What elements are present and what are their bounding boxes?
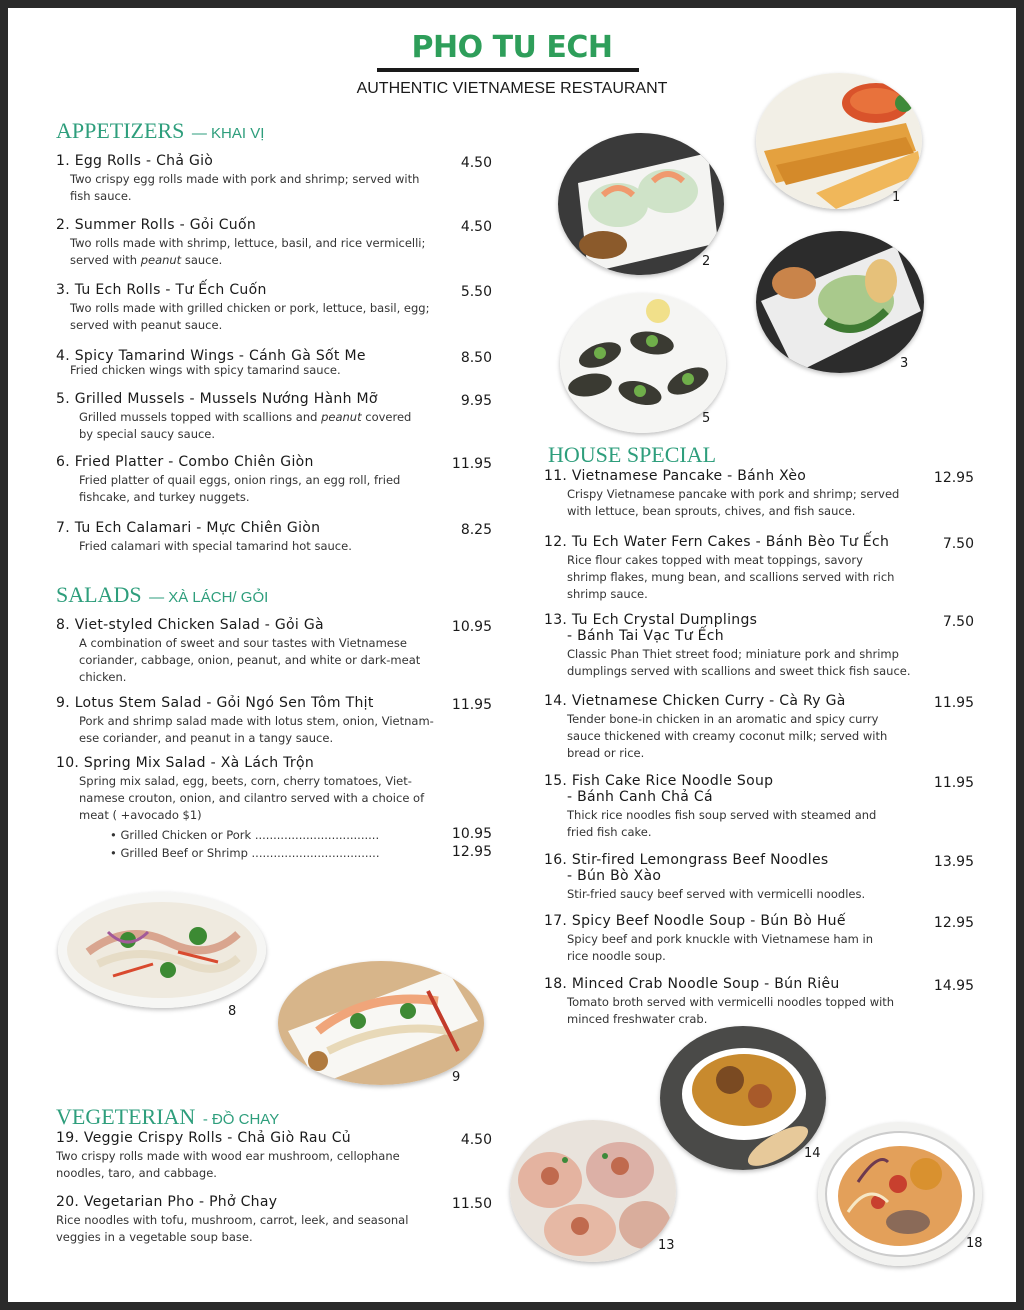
menu-page (8, 8, 1016, 1302)
menu-item: 11. Vietnamese Pancake - Bánh Xèo Crispy Vietnamese pancake with pork and shrimp; served with lettuce, bean sprouts, chives, and fish sauce. (544, 468, 900, 518)
item-price: 12.95 (933, 470, 974, 486)
item-price: 11.95 (451, 456, 492, 472)
tu-ech-rolls-photo (756, 231, 924, 373)
option-chicken-pork: • Grilled Chicken or Pork .................................. (110, 828, 380, 842)
menu-item: 2. Summer Rolls - Gỏi Cuốn Two rolls made with shrimp, lettuce, basil, and rice vermicelli; served with peanut sauce. (56, 217, 426, 267)
photo-label: 1 (892, 190, 901, 205)
item-price: 7.50 (942, 614, 974, 630)
menu-item: 1. Egg Rolls - Chả Giò Two crispy egg rolls made with pork and shrimp; served with fish sauce. (56, 153, 420, 203)
item-price: 12.95 (933, 915, 974, 931)
menu-item: 12. Tu Ech Water Fern Cakes - Bánh Bèo Tư Ếch Rice flour cakes topped with meat toppings, savory shrimp flakes, mung bean, and scallions served with rich shrimp sauce. (544, 534, 895, 601)
menu-item: 10. Spring Mix Salad - Xà Lách Trộn Spring mix salad, egg, beets, corn, cherry tomatoes, Viet-namese crouton, onion, and cilantro served with a choice of meat ( +avocado $1) (56, 755, 425, 822)
menu-item: 5. Grilled Mussels - Mussels Nướng Hành Mỡ Grilled mussels topped with scallions and peanut covered by special saucy sauce. (56, 391, 412, 441)
item-price: 10.95 (451, 619, 492, 635)
photo-label: 3 (900, 356, 909, 371)
lotus-stem-salad-photo (278, 961, 484, 1085)
menu-item: 16. Stir-fired Lemongrass Beef Noodles - Bún Bò Xào Stir-fried saucy beef served with vermicelli noodles. (544, 852, 866, 901)
menu-item: 13. Tu Ech Crystal Dumplings - Bánh Tai Vạc Tư Ếch Classic Phan Thiet street food; miniature pork and shrimp dumplings served with scallions and sweet thick fish sauce. (544, 612, 911, 678)
menu-item: 20. Vegetarian Pho - Phở Chay Rice noodles with tofu, mushroom, carrot, leek, and seasonal veggies in a vegetable soup base. (56, 1194, 409, 1244)
section-house-special: HOUSE SPECIAL (548, 442, 717, 467)
photo-label: 9 (452, 1070, 461, 1085)
menu-item: 8. Viet-styled Chicken Salad - Gỏi Gà A combination of sweet and sour tastes with Vietnamese coriander, cabbage, onion, peanut, and white or dark-meat chicken. (56, 617, 421, 684)
item-price: 14.95 (933, 978, 974, 994)
item-price: 11.95 (451, 697, 492, 713)
item-price: 7.50 (942, 536, 974, 552)
menu-item: 9. Lotus Stem Salad - Gỏi Ngó Sen Tôm Thịt Pork and shrimp salad made with lotus stem, onion, Vietnam-ese coriander, and peanut in a tangy sauce. (56, 695, 434, 745)
chicken-salad-photo (58, 892, 266, 1008)
menu-item: 14. Vietnamese Chicken Curry - Cà Ry Gà Tender bone-in chicken in an aromatic and spicy curry sauce thickened with creamy coconut milk; served with bread or rice. (544, 693, 888, 760)
photo-label: 14 (804, 1146, 821, 1161)
restaurant-subtitle: AUTHENTIC VIETNAMESE RESTAURANT (356, 80, 668, 97)
title-underline (377, 68, 639, 72)
photo-label: 2 (702, 254, 711, 269)
menu-item: 3. Tu Ech Rolls - Tư Ếch Cuốn Two rolls made with grilled chicken or pork, lettuce, basil, egg; served with peanut sauce. (56, 282, 430, 332)
item-price: 13.95 (933, 854, 974, 870)
chicken-curry-photo (660, 1026, 826, 1170)
item-price: 11.95 (933, 695, 974, 711)
photo-label: 13 (658, 1238, 675, 1253)
section-vegetarian: VEGETERIAN - ĐỒ CHAY (56, 1104, 280, 1129)
option-beef-shrimp: • Grilled Beef or Shrimp ................................... (110, 846, 380, 860)
restaurant-title: PHO TU ECH (411, 30, 613, 65)
menu-item: 18. Minced Crab Noodle Soup - Bún Riêu Tomato broth served with vermicelli noodles topped with minced freshwater crab. (544, 976, 895, 1026)
item-price: 11.95 (933, 775, 974, 791)
menu-item: 17. Spicy Beef Noodle Soup - Bún Bò Huế Spicy beef and pork knuckle with Vietnamese ham in rice noodle soup. (544, 913, 874, 963)
item-price: 9.95 (460, 393, 492, 409)
item-price: 4.50 (460, 155, 492, 171)
egg-rolls-photo (756, 73, 922, 209)
option-price: 12.95 (451, 844, 492, 860)
item-price: 11.50 (451, 1196, 492, 1212)
menu-item: 19. Veggie Crispy Rolls - Chả Giò Rau Củ Two crispy rolls made with wood ear mushroom, cellophane noodles, taro, and cabbage. (56, 1130, 400, 1180)
menu-item: 4. Spicy Tamarind Wings - Cánh Gà Sốt Me Fried chicken wings with spicy tamarind sauce. (56, 348, 366, 377)
item-price: 4.50 (460, 219, 492, 235)
item-price: 8.50 (460, 350, 492, 366)
item-price: 4.50 (460, 1132, 492, 1148)
menu-item: 15. Fish Cake Rice Noodle Soup - Bánh Canh Chả Cá Thick rice noodles fish soup served with steamed and fried fish cake. (544, 773, 877, 839)
photo-label: 8 (228, 1004, 237, 1019)
crab-noodle-soup-photo (818, 1122, 982, 1266)
crystal-dumplings-photo (510, 1120, 676, 1262)
menu-item: 6. Fried Platter - Combo Chiên Giòn Fried platter of quail eggs, onion rings, an egg roll, fried fishcake, and turkey nuggets. (56, 454, 401, 504)
photo-label: 5 (702, 411, 711, 426)
menu-item: 7. Tu Ech Calamari - Mực Chiên Giòn Fried calamari with special tamarind hot sauce. (56, 520, 352, 553)
item-price: 8.25 (460, 522, 492, 538)
summer-rolls-photo (558, 133, 724, 275)
section-appetizers: APPETIZERS — KHAI VỊ (56, 118, 265, 143)
section-salads: SALADS — XÀ LÁCH/ GỎI (56, 582, 269, 607)
option-price: 10.95 (451, 826, 492, 842)
item-price: 5.50 (460, 284, 492, 300)
photo-label: 18 (966, 1236, 983, 1251)
